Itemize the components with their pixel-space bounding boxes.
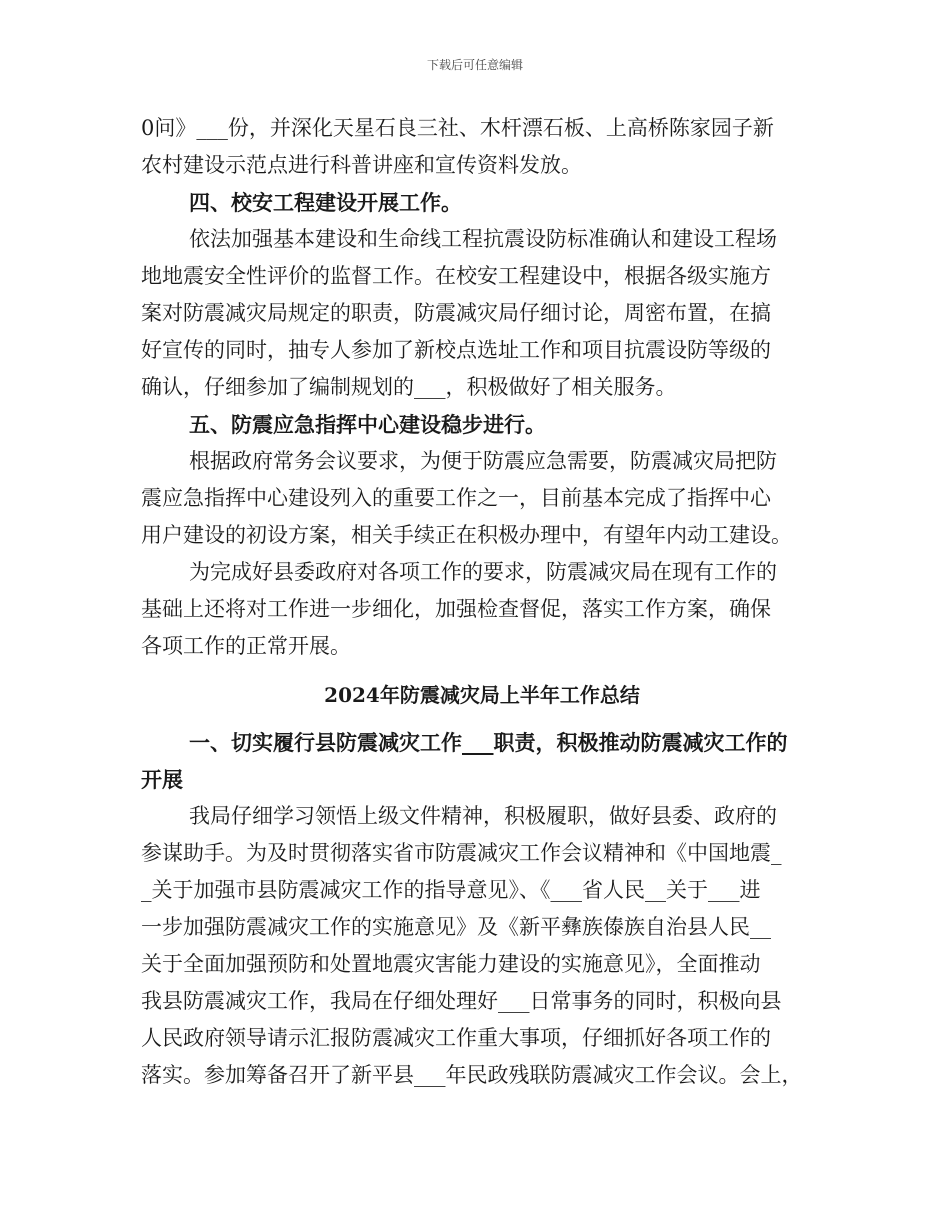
paragraph-line: 参谋助手。为及时贯彻落实省市防震减灾工作会议精神和《中国地震_: [141, 841, 782, 865]
section-heading: 四、校安工程建设开展工作。: [189, 190, 462, 215]
paragraph-line: 为完成好县委政府对各项工作的要求，防震减灾局在现有工作的: [189, 560, 777, 584]
paragraph-line: 落实。参加筹备召开了新平县___年民政残联防震减灾工作会议。会上，: [141, 1063, 803, 1087]
paragraph-line: 各项工作的正常开展。: [141, 634, 351, 658]
paragraph-line: 用户建设的初设方案，相关手续正在积极办理中，有望年内动工建设。: [141, 523, 792, 547]
paragraph-line: 案对防震减灾局规定的职责，防震减灾局仔细讨论，周密布置，在搞: [141, 301, 771, 325]
document-body: [141, 110, 823, 1094]
paragraph-line: 根据政府常务会议要求，为便于防震应急需要，防震减灾局把防: [189, 449, 777, 473]
paragraph-line: 一步加强防震减灾工作的实施意见》及《新平彝族傣族自治县人民__: [141, 915, 771, 939]
paragraph-line: 关于全面加强预防和处置地震灾害能力建设的实施意见》，全面推动: [141, 952, 761, 976]
section-heading: 一、切实履行县防震减灾工作___职责，积极推动防震减灾工作的: [189, 730, 788, 755]
paragraph-line: 震应急指挥中心建设列入的重要工作之一，目前基本完成了指挥中心: [141, 486, 771, 510]
paragraph-line: 0问》___份，并深化天星石良三社、木杆漂石板、上高桥陈家园子新: [141, 116, 774, 140]
paragraph-line: 我县防震减灾工作，我局在仔细处理好___日常事务的同时，积极向县: [141, 989, 782, 1013]
paragraph-line: 我局仔细学习领悟上级文件精神，积极履职，做好县委、政府的: [189, 804, 777, 828]
section-heading-continued: 开展: [141, 767, 183, 792]
paragraph-line: 好宣传的同时，抽专人参加了新校点选址工作和项目抗震设防等级的: [141, 338, 771, 362]
paragraph-line: 地地震安全性评价的监督工作。在校安工程建设中，根据各级实施方: [141, 264, 771, 288]
paragraph-line: 确认，仔细参加了编制规划的___，积极做好了相关服务。: [141, 375, 677, 399]
paragraph-line: 依法加强基本建设和生命线工程抗震设防标准确认和建设工程场: [189, 227, 777, 251]
paragraph-line: 基础上还将对工作进一步细化，加强检查督促，落实工作方案，确保: [141, 597, 771, 621]
section-heading: 五、防震应急指挥中心建设稳步进行。: [189, 412, 546, 437]
document-title: 2024年防震减灾局上半年工作总结: [324, 683, 640, 707]
paragraph-line: _关于加强市县防震减灾工作的指导意见》、《___省人民__关于___进: [141, 878, 761, 902]
paragraph-line: 农村建设示范点进行科普讲座和宣传资料发放。: [141, 153, 582, 177]
page-header: 下载后可任意编辑: [426, 58, 523, 72]
paragraph-line: 人民政府领导请示汇报防震减灾工作重大事项，仔细抓好各项工作的: [141, 1026, 771, 1050]
